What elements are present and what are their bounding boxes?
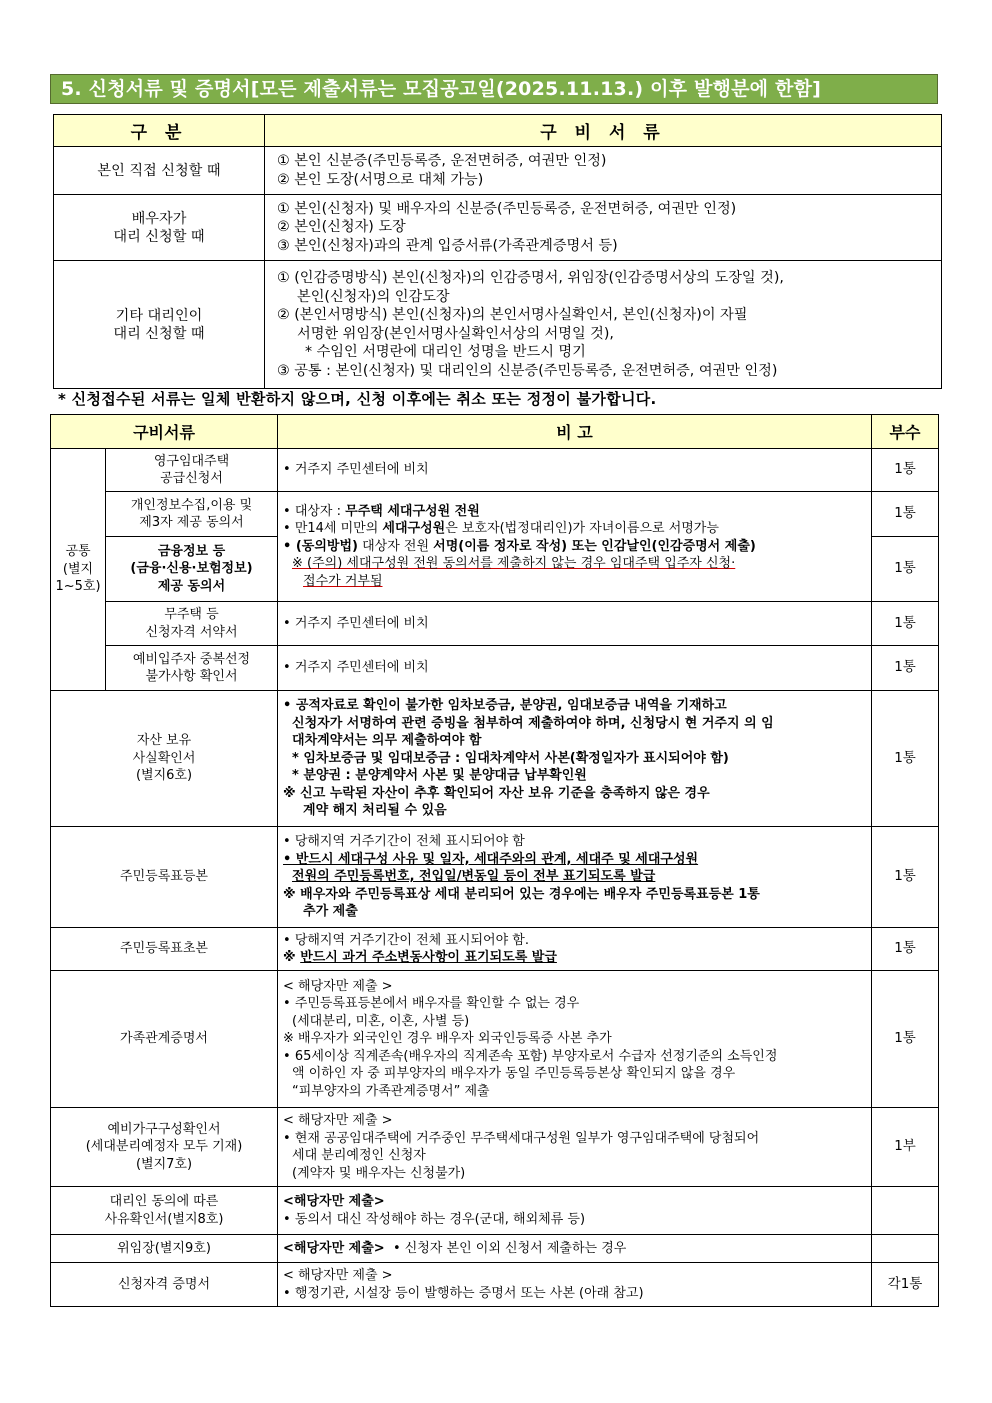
document-name: 위임장(별지9호) [51,1235,278,1263]
row-content [265,261,942,389]
text: • 신청자 본인 이외 신청서 제출하는 경우 [384,1240,627,1256]
remark-line: ※ 배우자가 외국인인 경우 배우자 외국인등록증 사본 추가 [283,1031,612,1047]
remark-line: 추가 제출 [303,904,358,920]
doc-line: 영구임대주택 [153,453,230,469]
remark-line: 전원의 주민등록번호, 전입일/변동일 등이 전부 표기되도록 발급 [292,869,656,885]
copies: 1통 [872,646,939,691]
table-row [51,449,939,492]
table-row [51,1235,939,1263]
text: • 대상자 : [283,503,346,519]
remark-line: • 동의서 대신 작성해야 하는 경우(군대, 해외체류 등) [283,1211,586,1227]
remarks [278,1263,872,1307]
table-row [51,646,939,691]
content-line: ① 본인 신분증(주민등록증, 운전면허증, 여권만 인정) [277,153,607,169]
group-label-line: (별지 [62,561,94,577]
remark-line: “피부양자의 가족관계증명서” 제출 [292,1083,490,1099]
remarks [278,492,872,602]
content-line: ② (본인서명방식) 본인(신청자)의 본인서명사실확인서, 본인(신청자)이 자필 [277,307,748,323]
remarks [278,827,872,928]
text: 무주택 세대구성원 전원 [345,503,480,519]
doc-line: 공급신청서 [160,471,223,486]
content-line: ③ 본인(신청자)과의 관계 입증서류(가족관계증명서 등) [277,237,618,254]
remark-line: • 당해지역 거주기간이 전체 표시되어야 함 [283,834,525,850]
remarks [278,1187,872,1235]
remark-line: * 분양권 : 분양계약서 사본 및 분양대금 납부확인원 [292,768,587,784]
remark-line: (세대분리, 미혼, 이혼, 사별 등) [292,1013,470,1029]
remarks [278,928,872,971]
remark-line: • 65세이상 직계존속(배우자의 직계존속 포함) 부양자로서 수급자 선정기준의 소득인정 [283,1048,778,1064]
table-row [54,261,942,389]
remark-line: • 반드시 세대구성 사유 및 일자, 세대주와의 관계, 세대주 및 세대구성원 [283,851,699,867]
document-name: 주민등록표초본 [51,928,278,971]
doc-line: (별지7호) [135,1156,193,1172]
row-label-line: 배우자가 [131,210,187,227]
content-line: ③ 공통 : 본인(신청자) 및 대리인의 신분증(주민등록증, 운전면허증, 여권만 인정) [277,362,778,379]
document-name [106,537,278,602]
doc-line: (세대분리예정자 모두 기재) [85,1139,243,1155]
copies: 1부 [872,1108,939,1187]
document-name: 주민등록표등본 [51,827,278,928]
text: • (동의방법) [283,538,358,554]
section-title: 5. 신청서류 및 증명서[모든 제출서류는 모집공고일(2025.11.13.) 이후 발행분에 한함] [50,74,938,104]
row-label-line: 대리 신청할 때 [113,228,205,245]
column-header-copies: 부수 [872,415,939,449]
copies: 각1통 [872,1263,939,1307]
notice-text: * 신청접수된 서류는 일체 반환하지 않으며, 신청 이후에는 취소 또는 정정이 불가합니다. [58,390,657,408]
remark-line: 계약 해지 처리될 수 있음 [303,803,447,819]
remark-line: 대차계약서는 의무 제출하여야 함 [292,733,482,749]
text: ※ [283,950,301,965]
doc-line: 제3자 제공 동의서 [139,515,244,530]
doc-line: (별지6호) [135,768,193,784]
copies: 1통 [872,928,939,971]
copies [872,1187,939,1235]
doc-line: 예비입주자 중복선정 [132,651,251,667]
document-name [51,1108,278,1187]
table-row [51,691,939,827]
table-row [54,147,942,195]
table-row [51,1263,939,1307]
required-documents-table [50,414,939,1307]
table-row [51,971,939,1108]
remarks [278,1108,872,1187]
group-label-line: 1~5호) [55,579,101,595]
text: 세대구성원 [382,521,446,537]
document-name [106,449,278,492]
remark-line: • 현재 공공임대주택에 거주중인 무주택세대구성원 일부가 영구임대주택에 당첨되어 [283,1130,760,1146]
row-content [265,147,942,195]
doc-line: 신청자격 서약서 [145,624,238,640]
copies: 1통 [872,492,939,537]
text: 반드시 과거 주소변동사항이 표기되도록 발급 [300,950,557,965]
remarks: • 거주지 주민센터에 비치 [278,602,872,646]
document-name: 신청자격 증명서 [51,1263,278,1307]
row-label-line: 기타 대리인이 [115,307,203,324]
remark-line: ※ 신고 누락된 자산이 추후 확인되어 자산 보유 기준을 충족하지 않은 경우 [283,785,710,801]
doc-line: 예비가구구성확인서 [107,1121,221,1137]
document-name: 가족관계증명서 [51,971,278,1108]
remarks: • 거주지 주민센터에 비치 [278,449,872,492]
text: 대상자 전원 [357,538,434,554]
remark-line: 신청자가 서명하여 관련 증빙을 첨부하여 제출하여야 하며, 신청당시 현 거주지 의 임 [292,715,774,731]
table-row [51,1187,939,1235]
required-documents-by-applicant-table [53,114,942,389]
table-row [54,195,942,261]
remark-line: <해당자만 제출> [283,1194,385,1209]
content-line: 서명한 위임장(본인서명사실확인서상의 서명일 것), [297,325,614,342]
column-header-remarks: 비 고 [278,415,872,449]
doc-line: 사실확인서 [132,750,196,766]
remark-line: ※ (주의) 세대구성원 전원 동의서를 제출하지 않는 경우 임대주택 입주자 신청· [292,556,736,572]
remark-line: 액 이하인 자 중 피부양자의 배우자가 동일 주민등록등본상 확인되지 않을 경우 [292,1066,736,1082]
column-header-category: 구 분 [54,115,265,147]
table-row [51,1108,939,1187]
row-label [54,261,265,389]
row-label [54,195,265,261]
copies: 1통 [872,449,939,492]
doc-line: 금융정보 등 [157,543,226,559]
remark-line: < 해당자만 제출 > [283,1113,393,1128]
text: 서명(이름 정자로 작성) 또는 인감날인(인감증명서 제출) [433,538,756,554]
content-line: ② 본인(신청자) 도장 [277,219,406,236]
remark-line: < 해당자만 제출 > [283,1268,393,1283]
common-group-label [51,449,106,691]
group-label-line: 공통 [65,544,91,560]
doc-line: 제공 동의서 [157,578,226,594]
doc-line: 사유확인서(별지8호) [104,1211,224,1227]
document-name [51,691,278,827]
copies: 1통 [872,827,939,928]
remark-line: 접수가 거부됨 [303,573,383,589]
doc-line: (금융·신용·보험정보) [130,561,253,577]
remarks [278,1235,872,1263]
row-label: 본인 직접 신청할 때 [54,147,265,195]
table-row [51,492,939,537]
doc-line: 무주택 등 [164,607,219,622]
doc-line: 자산 보유 [136,733,192,749]
content-line: * 수임인 서명란에 대리인 성명을 반드시 명기 [305,344,586,360]
table-row [51,602,939,646]
content-line: ① (인감증명방식) 본인(신청자)의 인감증명서, 위임장(인감증명서상의 도장일 것), [277,270,784,286]
table-row [51,827,939,928]
remark-line: • 당해지역 거주기간이 전체 표시되어야 함. [283,932,529,948]
remark-line: • 공적자료로 확인이 불가한 임차보증금, 분양권, 임대보증금 내역을 기재하고 [283,698,727,714]
remark-line [283,538,865,556]
table-row [51,928,939,971]
copies [872,1235,939,1263]
document-name [51,1187,278,1235]
remark-line: ※ 배우자와 주민등록표상 세대 분리되어 있는 경우에는 배우자 주민등록표등본 1통 [283,886,760,902]
text: 은 보호자(법정대리인)가 자녀이름으로 서명가능 [445,521,719,537]
column-header-documents: 구 비 서 류 [265,115,942,147]
document-name [106,602,278,646]
remark-line [283,520,865,538]
doc-line: 대리인 동의에 따른 [109,1194,219,1209]
remark-line [283,949,865,967]
document-name [106,492,278,537]
remarks: • 거주지 주민센터에 비치 [278,646,872,691]
document-name [106,646,278,691]
column-header-documents: 구비서류 [51,415,278,449]
copies: 1통 [872,602,939,646]
remark-line: (계약자 및 배우자는 신청불가) [292,1165,466,1181]
remark-line: • 행정기관, 시설장 등이 발행하는 증명서 또는 사본 (아래 참고) [283,1285,644,1301]
remark-line: • 주민등록표등본에서 배우자를 확인할 수 없는 경우 [283,996,580,1012]
remark-line: < 해당자만 제출 > [283,978,393,994]
text: • 만14세 미만의 [283,521,383,537]
content-line: 본인(신청자)의 인감도장 [297,288,450,305]
remark-line: 세대 분리예정인 신청자 [292,1148,426,1163]
remark-line: * 임차보증금 및 임대보증금 : 임대차계약서 사본(확정일자가 표시되어야 함) [292,750,729,766]
remarks [278,691,872,827]
copies: 1통 [872,971,939,1108]
row-label-line: 대리 신청할 때 [113,325,205,342]
content-line: ① 본인(신청자) 및 배우자의 신분증(주민등록증, 운전면허증, 여권만 인정) [277,200,737,217]
doc-line: 불가사항 확인서 [145,669,238,684]
content-line: ② 본인 도장(서명으로 대체 가능) [277,171,484,188]
copies: 1통 [872,691,939,827]
copies: 1통 [872,537,939,602]
doc-line: 개인정보수집,이용 및 [130,497,253,513]
remarks [278,971,872,1108]
row-content [265,195,942,261]
remark-line [283,503,865,521]
text: <해당자만 제출> [283,1240,385,1256]
